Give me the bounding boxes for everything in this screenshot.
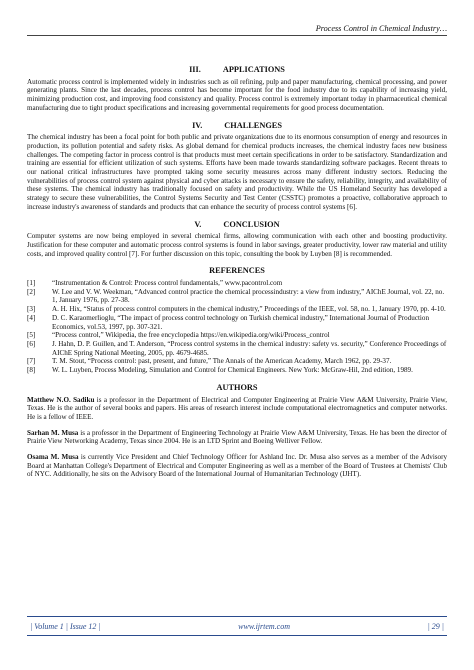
reference-text: W. Lee and V. W. Weekman, “Advanced control practice the chemical processindustry: a view from industry,” AIChE Journal, vol. 22, no. 1, January 1976, pp. 27-38. [52, 287, 445, 305]
page-content [27, 66, 447, 486]
reference-text: D. C. Karaomerlioglu, “The impact of process control technology on Turkish chemical industry,” International Journal of Production Economics, vol.53, 1997, pp. 307-321. [52, 313, 430, 331]
authors-section [27, 384, 447, 479]
section-applications [27, 66, 447, 113]
section-heading: CONCLUSION [223, 219, 280, 229]
authors-title: AUTHORS [216, 382, 258, 392]
section-number: IV. [192, 120, 203, 130]
section-challenges [27, 122, 447, 212]
reference-number: [7] [27, 357, 36, 366]
author-description: is a professor in the Department of Engineering Technology at Prairie View A&M University, Texas. He has been the director of Prairie View Networking Academy, Texas since 2004. He is an LTD Sprint and Boeing Welliver Fellow. [27, 428, 447, 446]
section-heading: CHALLENGES [224, 120, 282, 130]
references-section [27, 267, 447, 374]
section-heading: APPLICATIONS [222, 65, 285, 74]
reference-number: [8] [27, 366, 36, 375]
author-name: Sarhan M. Musa [27, 428, 79, 437]
header-rule [27, 35, 447, 36]
reference-item [27, 331, 447, 340]
reference-item [27, 357, 447, 366]
author-name: Matthew N.O. Sadiku [27, 395, 95, 404]
author-bio [27, 396, 447, 422]
reference-item [27, 305, 447, 314]
reference-text: T. M. Stout, “Process control: past, present, and future,” The Annals of the American Academy, March 1962, pp. 29-37. [52, 357, 392, 366]
section-number: III. [189, 65, 201, 74]
reference-number: [1] [27, 279, 36, 288]
author-description: is currently Vice President and Chief Technology Officer for Ashland Inc. Dr. Musa also serves as a member of the Advisory Board at Manhattan College's Department of Electrical and Computer Engineering as well as a member of the Board of Trustees at Chemists' Club of NYC. Additionally, he sits on the Advisory Board of the International Journal of Humanitarian Technology (IJHT). [27, 453, 448, 479]
author-bio [27, 429, 447, 446]
reference-number: [3] [27, 305, 36, 314]
reference-number: [5] [27, 331, 36, 340]
section-conclusion [27, 221, 447, 259]
section-title [27, 66, 447, 75]
reference-text: W. L. Luyben, Process Modeling, Simulation and Control for Chemical Engineers. New York: McGraw-Hil, 2nd edition, 1989. [52, 366, 413, 375]
section-title [27, 221, 447, 230]
reference-text: “Process control,” Wikipedia, the free encyclopedia https://en.wikipedia.org/wiki/Process_control [52, 331, 330, 340]
section-title [27, 122, 447, 131]
footer-issue: | Volume 1 | Issue 12 | [30, 621, 101, 631]
author-description: is a professor in the Department of Electrical and Computer Engineering at Prairie View A&M University, Prairie View, Texas. He is the author of several books and papers. His areas of research interest include computational electromagnetics and computer networks. He is a fellow of IEEE. [27, 395, 447, 421]
running-header: Process Control in Chemical Industry… [315, 24, 447, 33]
reference-number: [2] [27, 287, 36, 296]
author-name: Osama M. Musa [27, 453, 79, 462]
reference-item [27, 314, 447, 331]
reference-text: “Instrumentation & Control: Process control fundamentals,” www.pacontrol.com [52, 279, 283, 288]
section-paragraph: Automatic process control is implemented widely in industries such as oil refining, pulp and paper manufacturing, chemical processing, and power generating plants. Since the last decades, process control has become important for the food industry due to its capability of increasing yield, minimizing production cost, and improving food consistency and quality. Process control is extremely important today in pharmaceutical chemical manufacturing due to tight product specifications and increasing governmental requirements for good process documentation. [27, 77, 447, 112]
references-title: REFERENCES [209, 266, 265, 276]
reference-item [27, 366, 447, 375]
reference-text: J. Hahn, D. P. Guillen, and T. Anderson, “Process control systems in the chemical industry: safety vs. security,” Conference Proceedings of AIChE Spring National Meeting, 2005, pp. 4679-4685. [52, 339, 447, 357]
reference-item [27, 279, 447, 288]
reference-item [27, 288, 447, 305]
section-number: V. [194, 219, 202, 229]
section-paragraph: Computer systems are now being employed in several chemical firms, allowing communication with each other and boosting productivity. Justification for these computer and automatic process control systems is found in labor savings, greater productivity, lower raw material and utility costs, and improved quality control [7]. For further discussion on this topic, consulting the book by Luyben [8] is recommended. [27, 232, 447, 258]
reference-item [27, 340, 447, 357]
section-paragraph: The chemical industry has been a focal point for both public and private organizations due to its enormous consumption of energy and resources in production, its pollution potential and safety risks. As global demand for chemical products increases, the chemical industry faces new business challenges. The competing factor in process control is that products must meet certain specifications in order to be satisfactory. Standardization and training are essential for efficient utilization of such systems. Efforts have been made towards standardizing software packages. Recent threats to our national critical infrastructures have prompted taking some security measures across many different industry sectors. Reducing the vulnerabilities of process control system against physical and cyber attacks is necessary to ensure the safety, reliability, integrity, and availability of these systems. The chemical industry has traditionally focused on safety and productivity. While the US Homeland Security has developed a strategy to secure these vulnerabilities, the Control Systems Security and Test Center (CSSTC) promotes a proactive, collaborative approach to increase industry's awareness of standards and products that can enhance the security of process control systems [6]. [27, 133, 447, 211]
footer-site-link[interactable]: www.ijrtem.com [238, 621, 291, 631]
reference-number: [6] [27, 339, 36, 348]
page-footer [27, 616, 447, 636]
author-bio [27, 453, 447, 479]
footer-page-number: | 29 | [427, 621, 444, 631]
reference-text: A. H. Hix, “Status of process control computers in the chemical industry,” Proceedings of the IEEE, vol. 58, no. 1, January 1970, pp. 4-10. [52, 305, 446, 314]
reference-number: [4] [27, 313, 36, 322]
